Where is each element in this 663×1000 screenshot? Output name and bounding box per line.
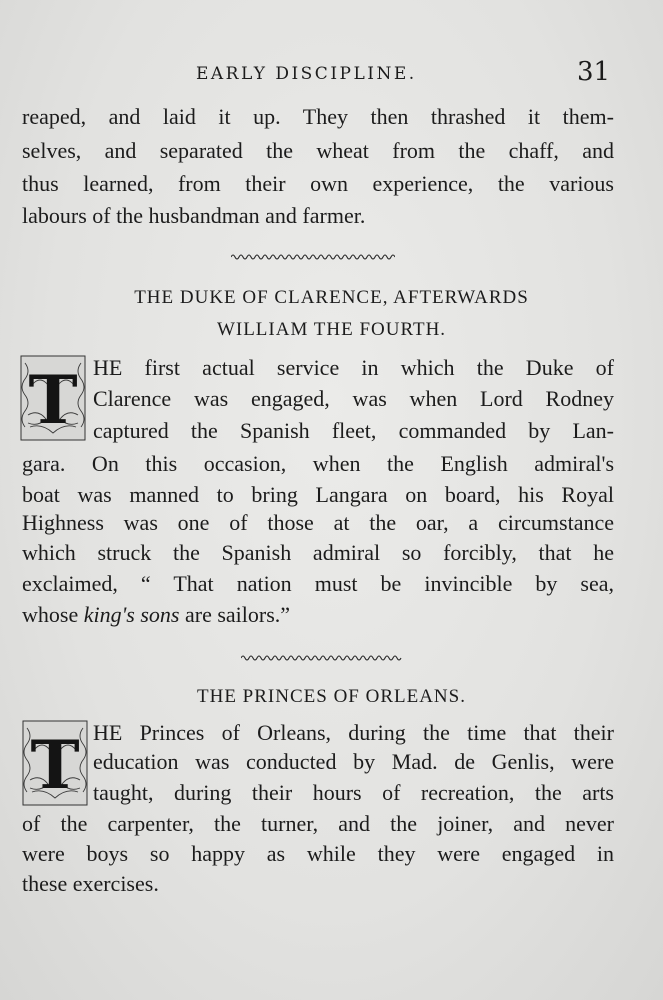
text-line: of the carpenter, the turner, and the joiner, and never [22,811,614,836]
text-line: HE Princes of Orleans, during the time that their [93,720,614,745]
text-line: which struck the Spanish admiral so forcibly, that he [22,540,614,565]
text-line [22,600,614,630]
text-line: thus learned, from their own experience, the various [22,171,614,196]
section-divider-ornament [231,252,395,260]
text-line: taught, during their hours of recreation, the arts [93,780,614,805]
section-title: THE PRINCES OF ORLEANS. [197,686,466,707]
text-line: reaped, and laid it up. They then thrashed it them- [22,104,614,129]
text-line: selves, and separated the wheat from the chaff, and [22,138,614,163]
section-title: THE DUKE OF CLARENCE, AFTERWARDS [134,287,529,308]
ornamental-drop-cap [20,355,86,441]
text-line: Highness was one of those at the oar, a circumstance [22,510,614,535]
running-title: EARLY DISCIPLINE. [196,64,417,84]
text-line: exclaimed, “ That nation must be invincible by sea, [22,571,614,596]
text-line: HE first actual service in which the Duke of [93,355,614,380]
text-line: these exercises. [22,871,159,896]
text-line: gara. On this occasion, when the English admiral's [22,451,614,476]
section-divider-ornament [241,653,403,661]
page-header [0,58,663,92]
italic-text: king's sons [83,602,180,627]
text-fragment: are sailors.” [179,602,291,627]
text-line: boat was manned to bring Langara on board, his Royal [22,482,614,507]
text-line: captured the Spanish fleet, commanded by Lan- [93,418,614,443]
section-title: WILLIAM THE FOURTH. [216,319,447,340]
text-line: labours of the husbandman and farmer. [22,203,366,228]
text-line: education was conducted by Mad. de Genlis, were [93,749,614,774]
ornamental-drop-cap [22,720,88,806]
text-line: Clarence was engaged, was when Lord Rodney [93,386,614,411]
text-line: were boys so happy as while they were engaged in [22,841,614,866]
svg-text:T: T [28,361,78,439]
text-fragment: whose [22,602,84,627]
page-number: 31 [577,57,611,87]
svg-text:T: T [30,726,80,804]
